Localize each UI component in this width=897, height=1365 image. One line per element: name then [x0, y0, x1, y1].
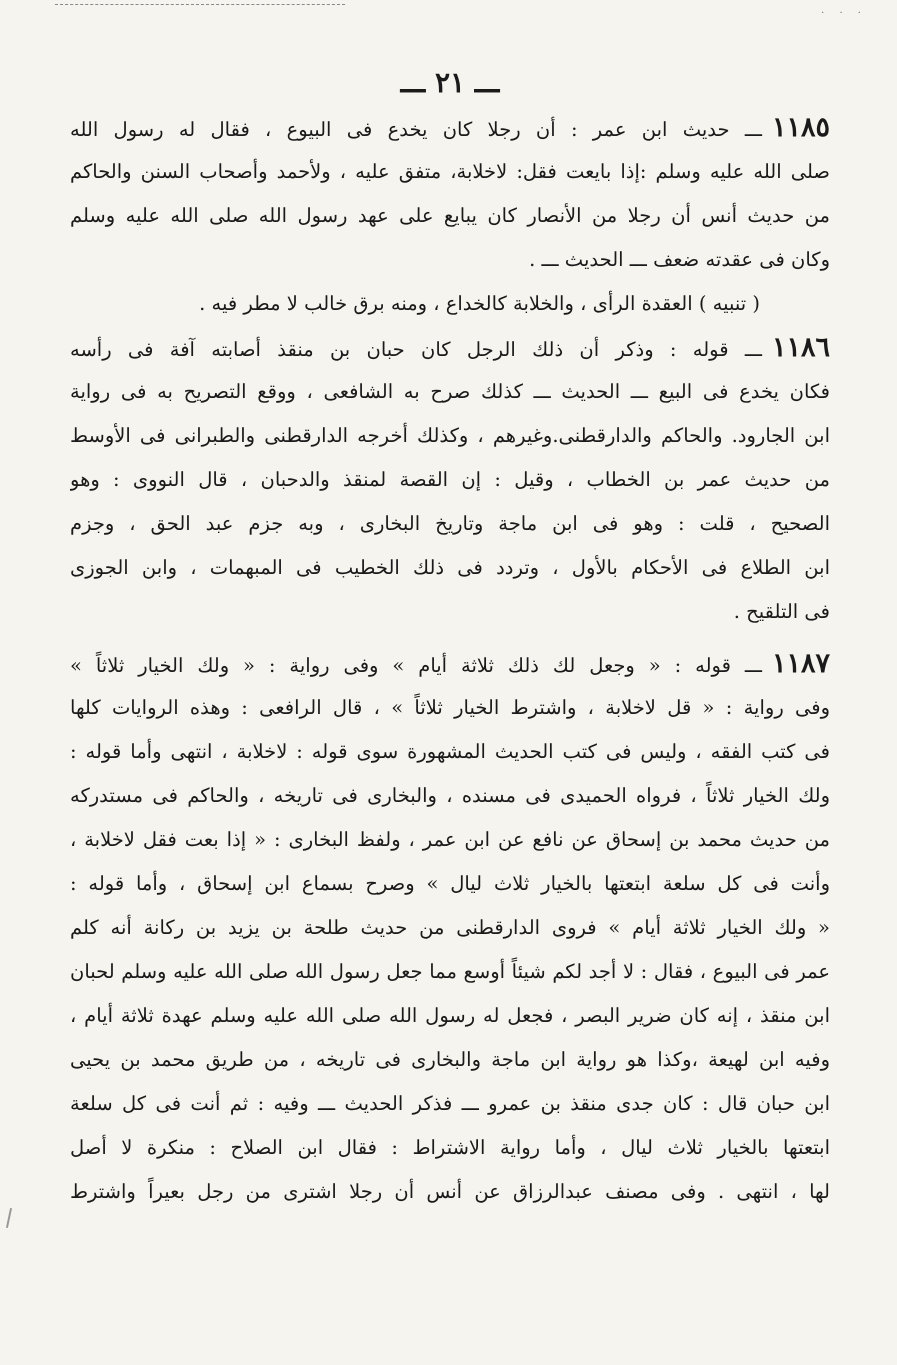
- entry-1186: [70, 326, 830, 634]
- paragraph-gap: [70, 634, 830, 642]
- entry-number: ١١٨٧: [771, 648, 830, 679]
- text-line: [70, 106, 830, 150]
- text-line: ابتعتها بالخيار ثلاث ليال ، وأما رواية الاشتراط : فقال ابن الصلاح : منكرة لا أصل: [70, 1136, 830, 1159]
- text-line: صلى الله عليه وسلم :إذا بايعت فقل: لاخلابة، متفق عليه ، ولأحمد وأصحاب السنن والحاكم: [70, 160, 830, 183]
- entry-1187: [70, 642, 830, 1214]
- entry-number: ١١٨٥: [771, 112, 830, 143]
- page-number: ـــ ٢١ ـــ: [400, 66, 500, 99]
- text-line: فى كتب الفقه ، وليس فى كتب الحديث المشهورة سوى قوله : لاخلابة ، انتهى وأما قوله :: [70, 740, 830, 763]
- text-line: وكان فى عقدته ضعف ـــ الحديث ـــ .: [529, 248, 830, 271]
- text-line: « ولك الخيار ثلاثة أيام » فروى الدارقطنى من حديث طلحة بن يزيد بن ركانة أنه كلم: [70, 916, 830, 939]
- top-rule: [55, 4, 345, 6]
- note-line: ( تنبيه ) العقدة الرأى ، والخلابة كالخداع ، ومنه برق خالب لا مطر فيه .: [199, 292, 760, 315]
- text-line: ابن حبان قال : كان جدى منقذ بن عمرو ـــ فذكر الحديث ـــ وفيه : ثم أنت فى كل سلعة: [70, 1092, 830, 1115]
- text-line: وفيه ابن لهيعة ،وكذا هو رواية ابن ماجة والبخارى فى تاريخه ، من طريق محمد بن يحيى: [70, 1048, 830, 1071]
- entry-1185: [70, 106, 830, 326]
- text-line: فكان يخدع فى البيع ـــ الحديث ـــ كذلك صرح به الشافعى ، ووقع التصريح به فى رواية: [70, 380, 830, 403]
- text-line: ابن الطلاع فى الأحكام بالأول ، وتردد فى ذلك الخطيب فى المبهمات ، وابن الجوزى: [70, 556, 830, 579]
- text-line: ولك الخيار ثلاثاً ، فرواه الحميدى فى مسنده ، والبخارى فى تاريخه ، والحاكم فى مستدركه: [70, 784, 830, 807]
- text-line: وأنت فى كل سلعة ابتعتها بالخيار ثلاث ليال » وصرح بسماع ابن إسحاق ، وأما قوله :: [70, 872, 830, 895]
- text-line: من حديث عمر بن الخطاب ، وقيل : إن القصة لمنقذ والدحبان ، قال النووى : وهو: [70, 468, 830, 491]
- text-line: لها ، انتهى . وفى مصنف عبدالرزاق عن أنس أن رجلا اشترى من رجل بعيراً واشترط: [70, 1180, 830, 1203]
- entry-text: ـــ قوله : وذكر أن ذلك الرجل كان حبان بن منقذ أصابته آفة فى رأسه: [70, 338, 762, 361]
- text-line: [70, 326, 830, 370]
- margin-mark: [6, 1208, 12, 1228]
- entry-text: ـــ قوله : « وجعل لك ذلك ثلاثة أيام » وفى رواية : « ولك الخيار ثلاثاً »: [70, 654, 762, 677]
- text-line: [70, 642, 830, 686]
- text-line: عمر فى البيوع ، فقال : لا أجد لكم شيئاً أوسع مما جعل رسول الله صلى الله عليه وسلم لحبان: [70, 960, 830, 983]
- text-line: فى التلقيح .: [733, 600, 830, 623]
- text-line: ابن الجارود. والحاكم والدارقطنى.وغيرهم ، وكذلك أخرجه الدارقطنى والطبرانى فى الأوسط: [70, 424, 830, 447]
- text-line: من حديث محمد بن إسحاق عن نافع عن ابن عمر ، ولفظ البخارى : « إذا بعت فقل لاخلابة ،: [70, 828, 830, 851]
- entry-number: ١١٨٦: [771, 332, 830, 363]
- text-line: ابن منقذ ، إنه كان ضرير البصر ، فجعل له رسول الله صلى الله عليه وسلم عهدة ثلاثة أيام ،: [70, 1004, 830, 1027]
- book-page: [70, 60, 830, 1350]
- text-line: الصحيح ، قلت : وهو فى ابن ماجة وتاريخ البخارى ، وبه جزم عبد الحق ، وجزم: [70, 512, 830, 535]
- text-line: من حديث أنس أن رجلا من الأنصار كان يبايع على عهد رسول الله صلى الله عليه وسلم: [70, 204, 830, 227]
- entry-text: ـــ حديث ابن عمر : أن رجلا كان يخدع فى البيوع ، فقال له رسول الله: [70, 118, 762, 141]
- text-line: وفى رواية : « قل لاخلابة ، واشترط الخيار ثلاثاً » ، قال الرافعى : وهذه الروايات كلها: [70, 696, 830, 719]
- corner-marks: · · ·: [821, 8, 867, 19]
